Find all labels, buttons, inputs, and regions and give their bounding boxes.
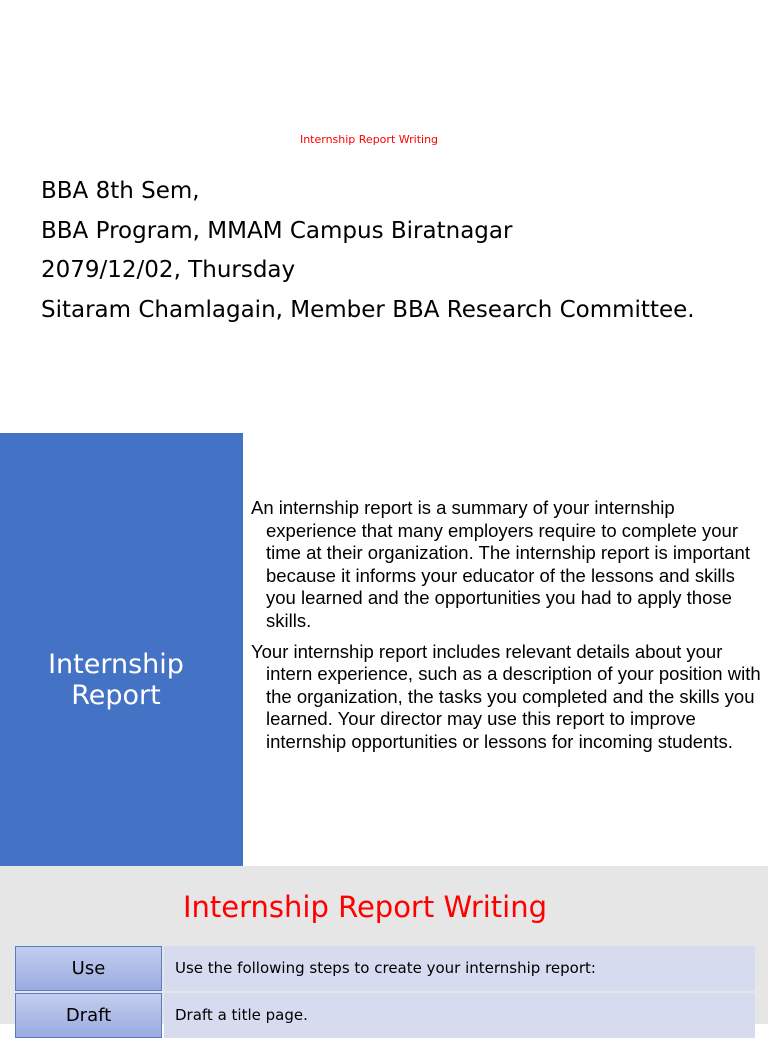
definition-body: [251, 497, 761, 762]
steps-slide-title: Internship Report Writing: [182, 890, 548, 924]
step-label: Use: [15, 946, 162, 991]
step-row: [15, 946, 755, 991]
steps-slide: [0, 866, 768, 1024]
slide-header: Internship Report Writing: [299, 133, 439, 146]
date-line: 2079/12/02, Thursday: [41, 257, 296, 283]
course-line: BBA 8th Sem,: [41, 178, 200, 204]
side-panel: [0, 433, 243, 866]
title-slide: [0, 0, 768, 433]
step-description: Use the following steps to create your internship report:: [164, 946, 755, 991]
details-paragraph: Your internship report includes relevant details about your intern experience, such as a description of your position with the organization, the tasks you completed and the skills you learned. Your director may use this report to improve internship opportunities or lessons for incoming students.: [251, 640, 761, 752]
definition-paragraph: An internship report is a summary of your internship experience that many employers require to complete your time at their organization. The internship report is important because it informs your educator of the lessons and skills you learned and the opportunities you had to apply those skills.: [251, 497, 750, 631]
title-details: [41, 172, 695, 330]
panel-title-line: Report: [71, 680, 161, 711]
program-line: BBA Program, MMAM Campus Biratnagar: [41, 217, 513, 244]
panel-title: [0, 649, 232, 711]
presenter-line: Sitaram Chamlagain, Member BBA Research Committee.: [41, 296, 695, 323]
step-description: Draft a title page.: [164, 993, 755, 1038]
step-label: Draft: [15, 993, 162, 1038]
step-row: [15, 993, 755, 1038]
definition-slide: [0, 433, 768, 866]
panel-title-line: Internship: [48, 649, 184, 680]
